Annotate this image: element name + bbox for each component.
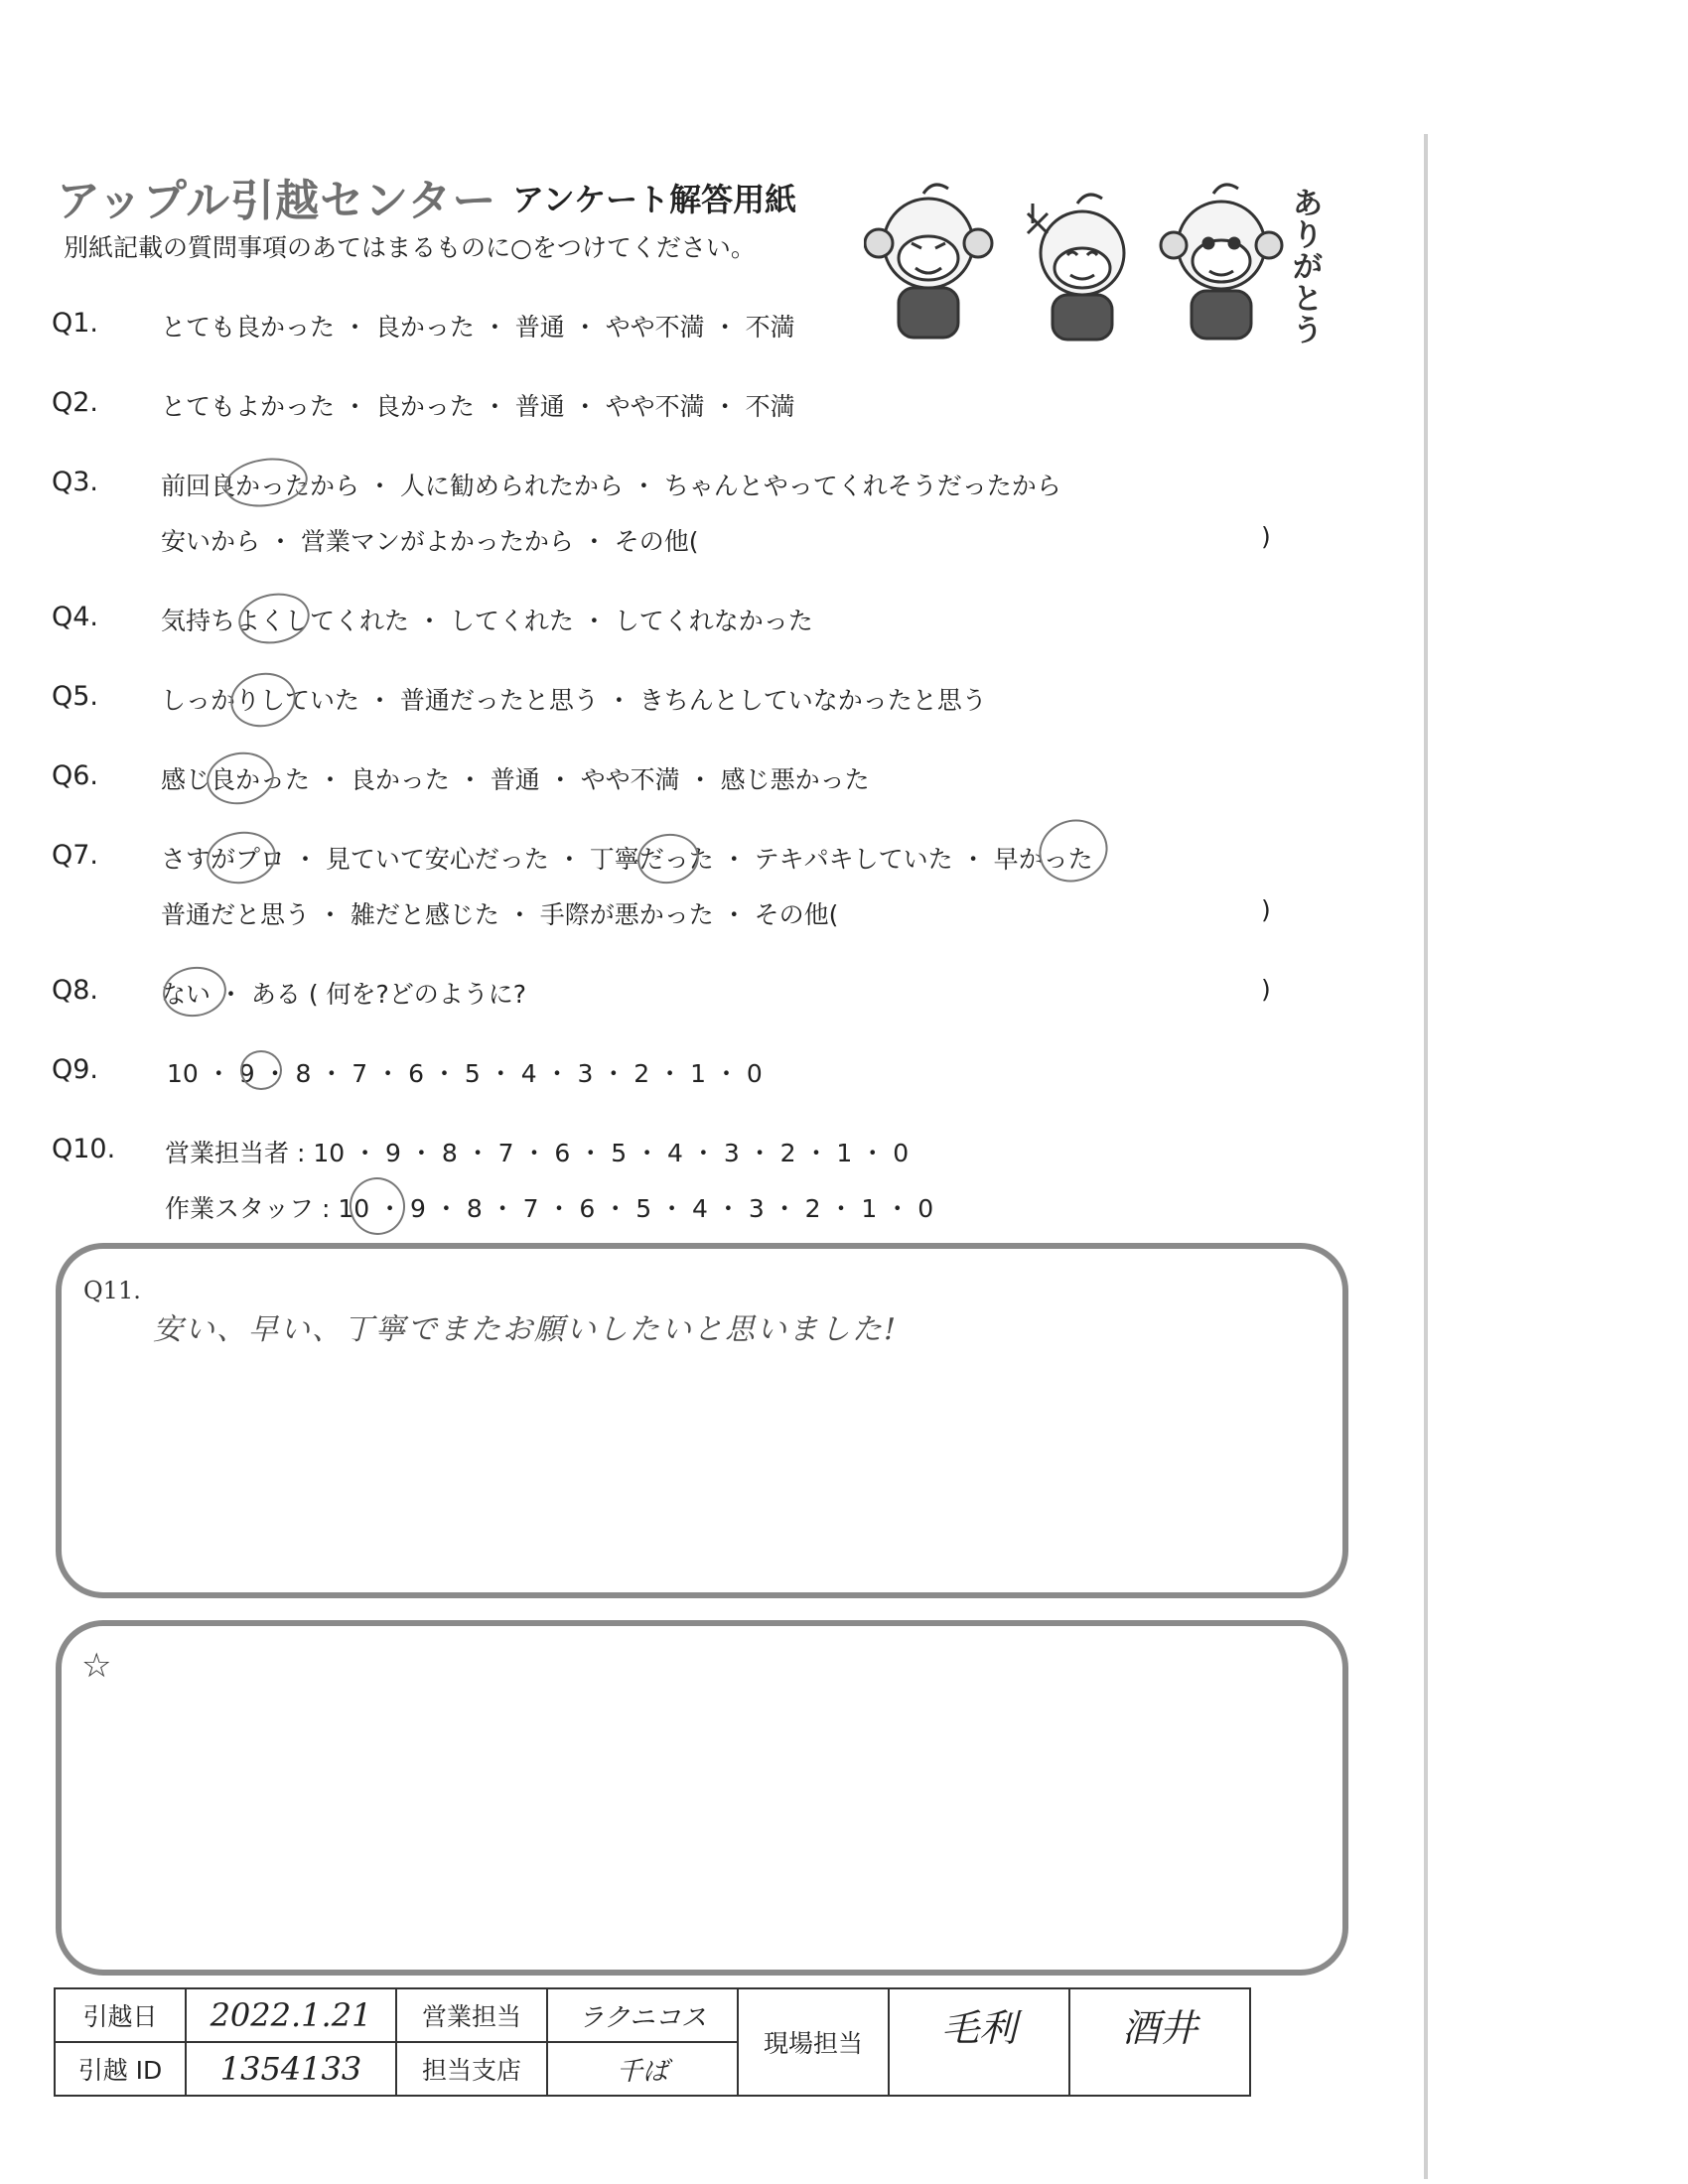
answer-circle-q7-b (634, 830, 702, 887)
answer-circle-q7-c (1031, 810, 1117, 891)
q8-label: Q8. (52, 975, 99, 1006)
q11-handwritten-answer: 安い、早い、丁寧でまたお願いしたいと思いました! (153, 1312, 899, 1347)
q8-options[interactable]: ない ・ ある ( 何を?どのように? (161, 980, 527, 1009)
page-edge-line (1424, 134, 1428, 2179)
answer-circle-q3 (221, 453, 311, 511)
answer-circle-q5 (225, 667, 301, 734)
q11-label: Q11. (83, 1277, 141, 1304)
sales-label: 営業担当 (396, 1988, 547, 2042)
answer-circle-q10-staff (345, 1173, 409, 1240)
answer-circle-q8 (160, 963, 229, 1021)
q2-label: Q2. (52, 387, 99, 418)
brand-title: アップル引越センター (57, 176, 497, 226)
answer-circle-q7-a (204, 827, 280, 887)
instructions: 別紙記載の質問事項のあてはまるものに○をつけてください。 (64, 233, 756, 262)
q3-label: Q3. (52, 467, 99, 497)
q11-comment-box[interactable] (56, 1243, 1348, 1598)
sales-value: ラクニコス (547, 1988, 738, 2042)
q1-label: Q1. (52, 308, 99, 339)
star-icon: ☆ (81, 1646, 112, 1686)
q1-options[interactable]: とても良かった ・ 良かった ・ 普通 ・ やや不満 ・ 不満 (161, 313, 795, 341)
site-staff-label: 現場担当 (738, 1988, 889, 2096)
q3-options-line1[interactable]: 前回良かったから ・ 人に勧められたから ・ ちゃんとやってくれそうだったから (161, 472, 1061, 500)
site-staff-1: 毛利 (889, 1988, 1069, 2096)
mascot-thanks-text: ありがとう (1293, 187, 1323, 348)
q7-close-paren: ) (1261, 895, 1271, 924)
move-date-value: 2022.1.21 (186, 1988, 396, 2042)
q7-options-line1[interactable]: さすがプロ ・ 見ていて安心だった ・ 丁寧だった ・ テキパキしていた ・ 早かった (161, 845, 1093, 874)
q9-scale[interactable]: 10 ・ 9 ・ 8 ・ 7 ・ 6 ・ 5 ・ 4 ・ 3 ・ 2 ・ 1 ・ 0 (167, 1059, 763, 1088)
q10-staff-scale[interactable]: 作業スタッフ : 10 ・ 9 ・ 8 ・ 7 ・ 6 ・ 5 ・ 4 ・ 3 ・ 2 ・ 1 ・ 0 (165, 1194, 934, 1223)
notes-box[interactable] (56, 1620, 1348, 1976)
move-id-label: 引越 ID (55, 2042, 186, 2096)
q6-label: Q6. (52, 760, 99, 791)
q8-close-paren: ) (1261, 975, 1271, 1004)
q7-label: Q7. (52, 840, 99, 871)
branch-value: 千ば (547, 2042, 738, 2096)
move-date-label: 引越日 (55, 1988, 186, 2042)
q4-label: Q4. (52, 602, 99, 632)
footer-info-table (54, 1987, 1251, 2097)
answer-circle-q6 (203, 747, 278, 809)
answer-circle-q9 (240, 1050, 282, 1090)
branch-label: 担当支店 (396, 2042, 547, 2096)
q10-sales-scale[interactable]: 営業担当者 : 10 ・ 9 ・ 8 ・ 7 ・ 6 ・ 5 ・ 4 ・ 3 ・ 2 ・ 1 ・ 0 (165, 1139, 910, 1167)
q6-options[interactable]: 感じ良かった ・ 良かった ・ 普通 ・ やや不満 ・ 感じ悪かった (161, 765, 870, 794)
answer-circle-q4 (234, 588, 314, 649)
site-staff-2: 酒井 (1069, 1988, 1250, 2096)
q5-label: Q5. (52, 681, 99, 712)
q2-options[interactable]: とてもよかった ・ 良かった ・ 普通 ・ やや不満 ・ 不満 (161, 392, 795, 421)
form-subtitle: アンケート解答用紙 (512, 181, 797, 218)
q7-options-line2[interactable]: 普通だと思う ・ 雑だと感じた ・ 手際が悪かった ・ その他( (161, 900, 839, 929)
mascot-illustration (864, 174, 1331, 352)
q3-close-paren: ) (1261, 522, 1271, 551)
q3-options-line2[interactable]: 安いから ・ 営業マンがよかったから ・ その他( (161, 527, 699, 556)
q5-options[interactable]: しっかりしていた ・ 普通だったと思う ・ きちんとしていなかったと思う (161, 686, 987, 715)
move-id-value: 1354133 (186, 2042, 396, 2096)
q9-label: Q9. (52, 1054, 99, 1085)
q10-label: Q10. (52, 1134, 116, 1164)
q4-options[interactable]: 気持ちよくしてくれた ・ してくれた ・ してくれなかった (161, 607, 813, 635)
